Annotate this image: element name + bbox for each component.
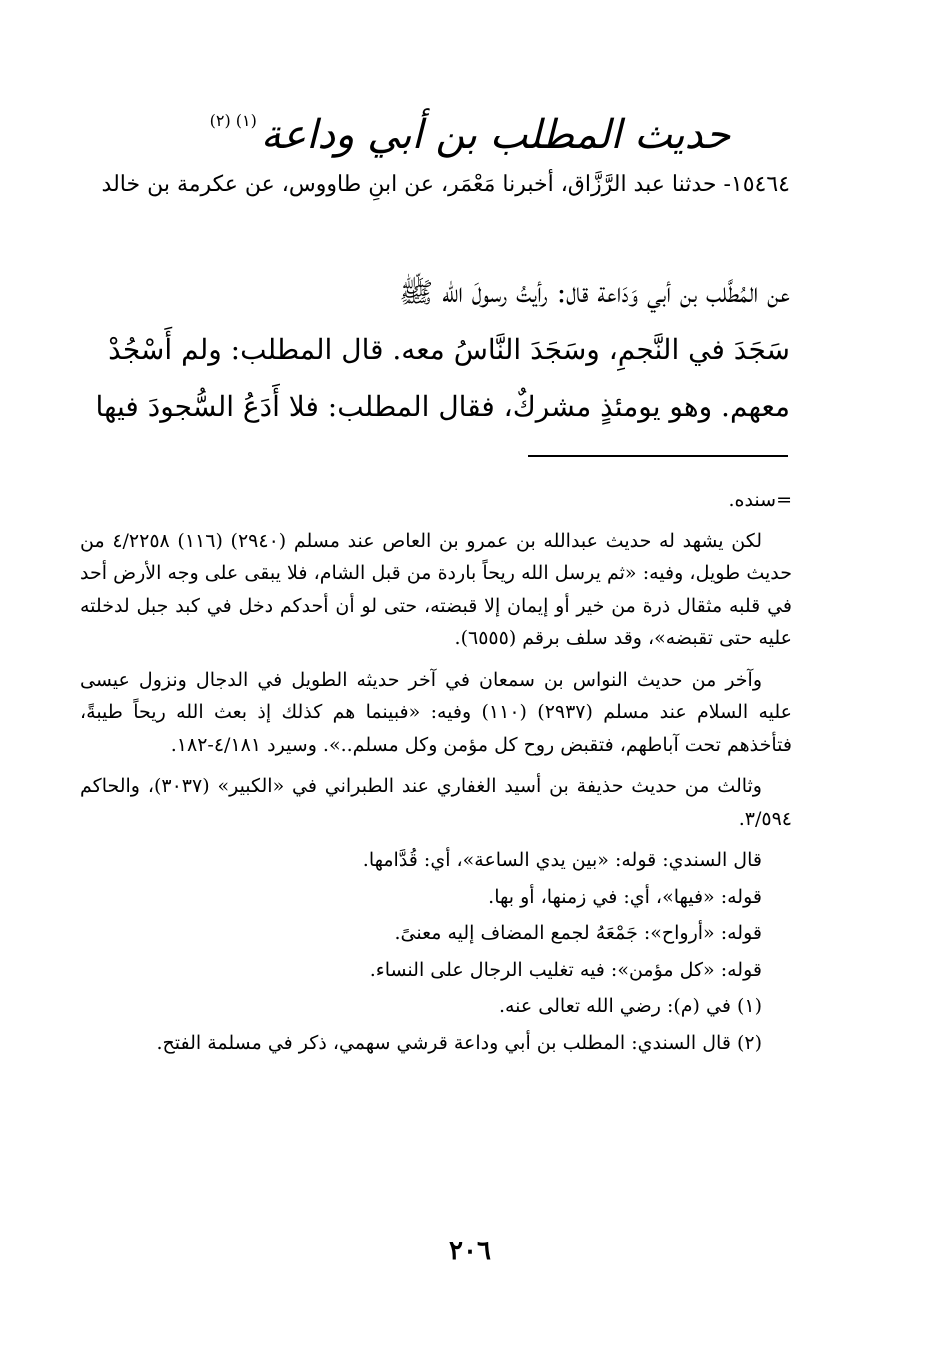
matn-line: عن المُطَّلب بن أبي وَدَاعة قال: رأيتُ رسولَ الله ﷺ xyxy=(399,276,790,309)
sindi-comment: قوله: «كل مؤمن»: فيه تغليب الرجال على النساء. xyxy=(369,958,762,981)
footnote-1: (١) في (م): رضي الله تعالى عنه. xyxy=(498,995,762,1017)
matn-line: سَجَدَ في النَّجمِ، وسَجَدَ النَّاسُ معه. قال المطلب: ولم أَسْجُدْ xyxy=(108,333,790,366)
footnote-refs: (١) (٢) xyxy=(209,111,257,130)
footnote-paragraph: لكن يشهد له حديث عبدالله بن عمرو بن العاص عند مسلم (٢٩٤٠) (١١٦) ٤/٢٢٥٨ من حديث طويل، وفيه: «ثم يرسل الله ريحاً باردة من قبل الشام، فلا يبقى على وجه الأرض أحد في قلبه مثقال ذرة من خير أو إيمان إلا قبضته، حتى لو أن أحدكم دخل في كبد جبل لدخلته عليه حتى تقبضه»، وقد سلف برقم (٦٥٥٥). xyxy=(80,529,792,649)
page-number: ٢٠٦ xyxy=(449,1236,491,1266)
hadith-isnad: ١٥٤٦٤- حدثنا عبد الرَّزَّاق، أخبرنا مَعْمَر، عن ابنِ طاووس، عن عكرمة بن خالد xyxy=(101,172,790,197)
sindi-comment: قوله: «أرواح»: جَمْعَهُ لجمع المضاف إليه معنىً. xyxy=(394,922,762,944)
sindi-comment: قال السندي: قوله: «بين يدي الساعة»، أي: قُدَّامها. xyxy=(362,849,762,871)
footnote-paragraph: وآخر من حديث النواس بن سمعان في آخر حديثه الطويل في الدجال ونزول عيسى عليه السلام عند مسلم (٢٩٣٧) (١١٠) وفيه: «فبينما هم كذلك إذ بعث الله ريحاً طيبةً، فتأخذهم تحت آباطهم، فتقبض روح كل مؤمن وكل مسلم..». وسيرد ٤/١٨١-١٨٢. xyxy=(80,668,792,756)
sindi-comment: قوله: «فيها»، أي: في زمنها، أو بها. xyxy=(488,885,762,908)
footnote-2: (٢) قال السندي: المطلب بن أبي وداعة قرشي سهمي، ذكر في مسلمة الفتح. xyxy=(156,1031,762,1054)
footnote-divider xyxy=(528,455,788,457)
chapter-title-text: حديث المطلب بن أبي وداعة xyxy=(260,112,731,158)
footnote-continuation: =سنده. xyxy=(728,489,792,511)
footnotes xyxy=(80,484,792,1063)
matn-line: معهم. وهو يومئذٍ مشركٌ، فقال المطلب: فلا أَدَعُ السُّجودَ فيها xyxy=(95,390,790,423)
chapter-title xyxy=(160,86,780,156)
hadith-matn xyxy=(78,264,790,435)
footnote-paragraph: وثالث من حديث حذيفة بن أسيد الغفاري عند الطبراني في «الكبير» (٣٠٣٧)، والحاكم ٣/٥٩٤. xyxy=(80,775,792,830)
